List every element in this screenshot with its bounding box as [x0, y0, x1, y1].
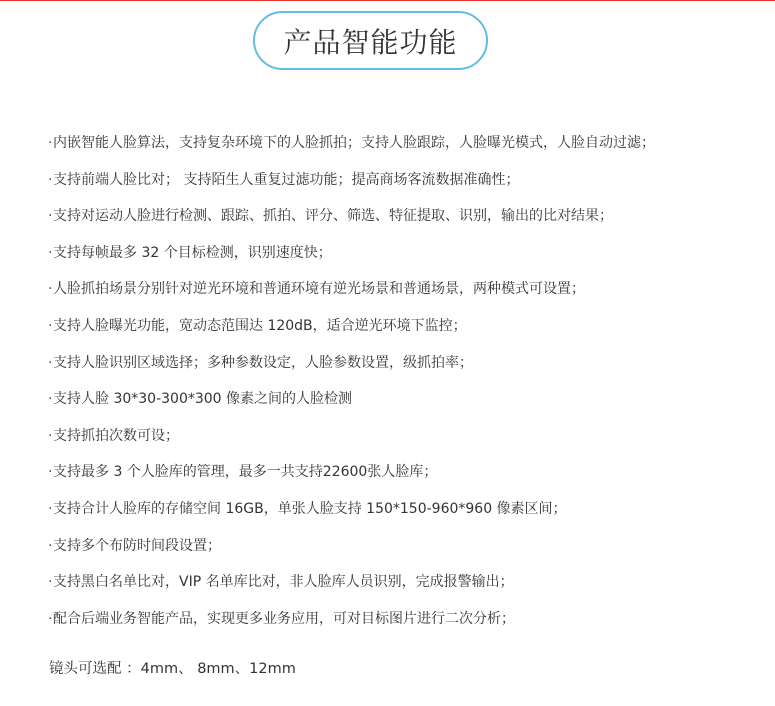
feature-item — [48, 162, 763, 199]
feature-item — [48, 235, 763, 272]
feature-text: 支持人脸曝光功能，宽动态范围达 120dB，适合逆光环境下监控； — [53, 317, 467, 334]
feature-item — [48, 381, 763, 418]
bullet-dot: · — [48, 610, 53, 627]
feature-item — [48, 601, 763, 638]
bullet-dot: · — [48, 171, 53, 188]
feature-item — [48, 528, 763, 565]
feature-text: 人脸抓拍场景分别针对逆光环境和普通环境有逆光场景和普通场景，两种模式可设置； — [53, 281, 585, 298]
feature-text: 支持人脸识别区域选择；多种参数设定，人脸参数设置，级抓拍率； — [53, 354, 473, 371]
bullet-dot: · — [48, 208, 53, 225]
top-accent-line — [0, 0, 775, 1]
bullet-dot: · — [48, 135, 53, 151]
feature-item — [48, 491, 763, 528]
bullet-dot: · — [48, 574, 53, 591]
bullet-dot: · — [48, 427, 53, 444]
feature-item — [48, 454, 763, 491]
feature-text: 支持抓拍次数可设； — [53, 427, 179, 444]
feature-text: 支持最多 3 个人脸库的管理，最多一共支持22600张人脸库； — [53, 464, 438, 481]
bullet-dot: · — [48, 537, 53, 554]
feature-item — [48, 125, 763, 162]
feature-text: 支持合计人脸库的存储空间 16GB，单张人脸支持 150*150-960*960 像素区间； — [53, 500, 567, 517]
page-title: 产品智能功能 — [283, 25, 458, 59]
feature-text: 内嵌智能人脸算法，支持复杂环境下的人脸抓拍；支持人脸跟踪，人脸曝光模式，人脸自动过滤； — [53, 135, 655, 151]
bullet-dot: · — [48, 317, 53, 334]
feature-item — [48, 418, 763, 455]
bullet-dot: · — [48, 391, 53, 408]
bullet-dot: · — [48, 244, 53, 261]
feature-item — [48, 564, 763, 601]
bullet-dot: · — [48, 281, 53, 298]
feature-item — [48, 345, 763, 382]
feature-text: 支持人脸 30*30-300*300 像素之间的人脸检测 — [53, 391, 353, 408]
feature-text: 支持每帧最多 32 个目标检测，识别速度快； — [53, 244, 332, 261]
feature-list — [48, 125, 763, 637]
feature-item — [48, 308, 763, 345]
feature-text: 支持前端人脸比对； 支持陌生人重复过滤功能；提高商场客流数据准确性； — [53, 171, 520, 188]
feature-text: 支持对运动人脸进行检测、跟踪、抓拍、评分、筛选、特征提取、识别，输出的比对结果； — [53, 208, 613, 225]
feature-item — [48, 198, 763, 235]
bullet-dot: · — [48, 354, 53, 371]
lens-options: 镜头可选配 ：4mm、 8mm、12mm — [49, 661, 296, 677]
feature-text: 配合后端业务智能产品，实现更多业务应用，可对目标图片进行二次分析； — [53, 610, 515, 627]
feature-item — [48, 271, 763, 308]
bullet-dot: · — [48, 500, 53, 517]
feature-text: 支持多个布防时间段设置； — [53, 537, 221, 554]
feature-text: 支持黑白名单比对，VIP 名单库比对，非人脸库人员识别，完成报警输出； — [53, 574, 514, 591]
bullet-dot: · — [48, 464, 53, 481]
title-badge — [253, 11, 488, 70]
